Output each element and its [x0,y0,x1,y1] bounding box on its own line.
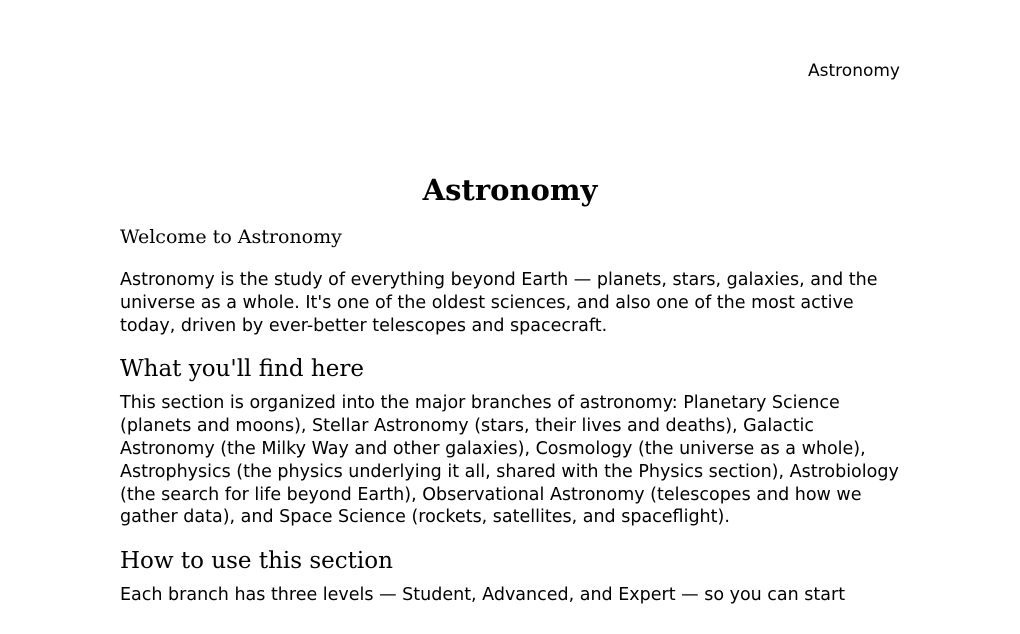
section-heading-what-youll-find: What you'll find here [120,356,364,383]
section-body-what-youll-find: This section is organized into the major branches of astronomy: Planetary Science (planets and moons), Stellar Astronomy (stars, their lives and deaths), Galactic Astronomy (the Milky Way and other galaxies), Cosmology (the universe as a whole), Astrophysics (the physics underlying it all, shared with the Physics section), Astrobiology (the search for life beyond Earth), Observational Astronomy (telescopes and how we gather data), and Space Science (rockets, satellites, and spaceflight). [120,393,899,528]
breadcrumb-astronomy-link[interactable]: Astronomy [808,61,900,81]
welcome-heading: Welcome to Astronomy [120,226,342,248]
intro-paragraph: Astronomy is the study of everything beyond Earth — planets, stars, galaxies, and the universe as a whole. It's one of the oldest sciences, and also one of the most active today, driven by ever-better telescopes and spacecraft. [120,270,878,336]
section-heading-how-to-use: How to use this section [120,548,393,575]
page-title: Astronomy [422,173,598,207]
main-content [120,168,900,607]
section-body-how-to-use: Each branch has three levels — Student, Advanced, and Expert — so you can start [120,585,846,606]
